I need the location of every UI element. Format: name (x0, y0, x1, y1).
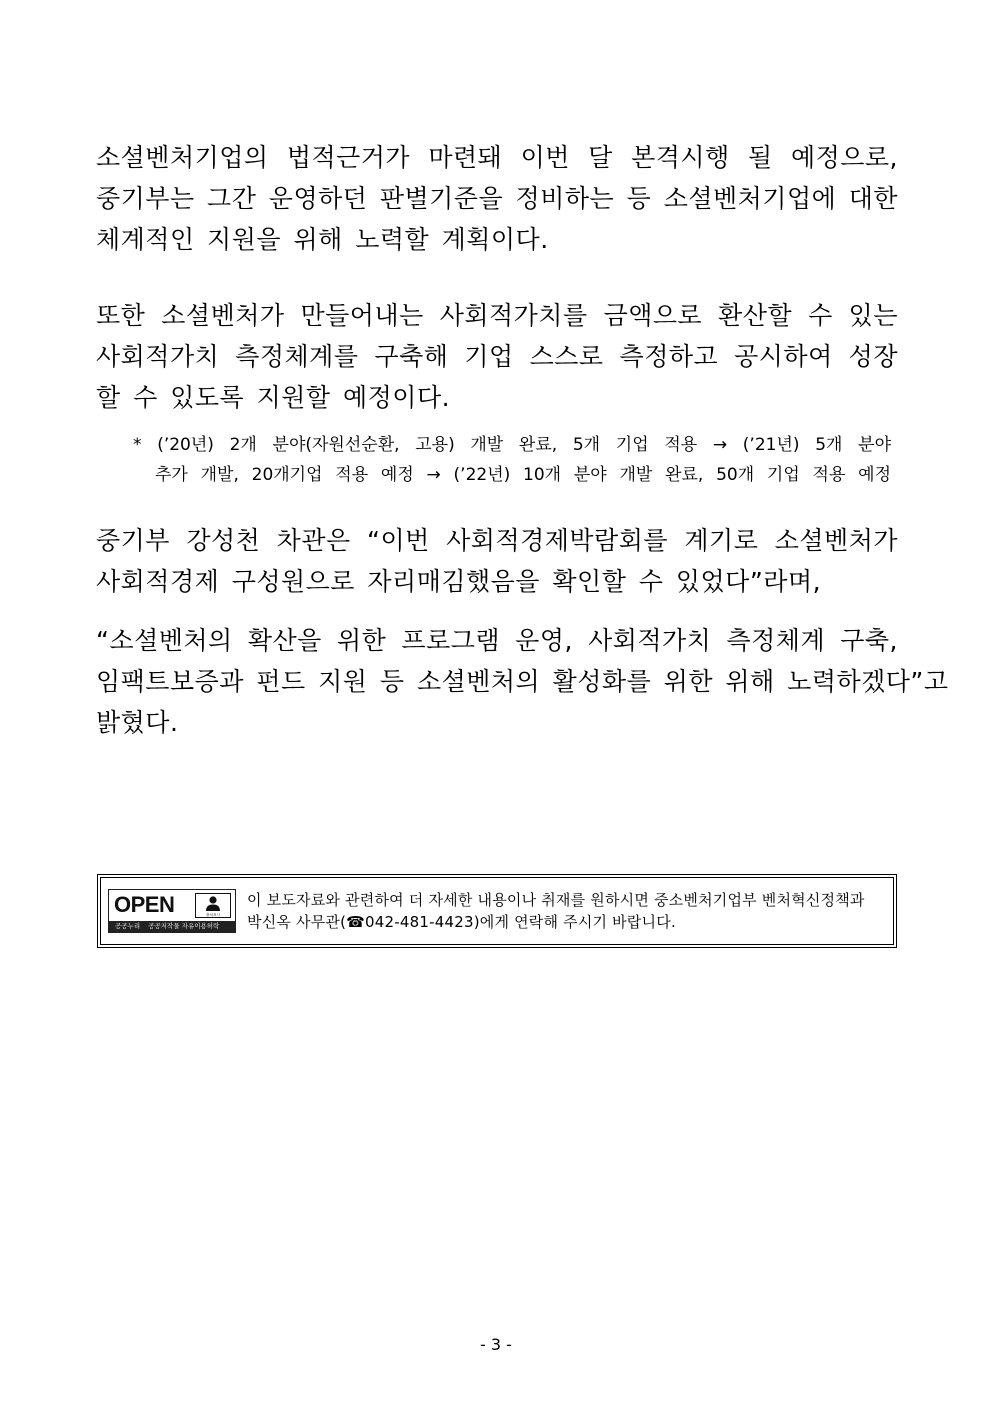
page-number: - 3 - (480, 1335, 512, 1354)
contact-info (247, 889, 893, 933)
paragraph-line: 사회적가치 측정체계를 구축해 기업 스스로 측정하고 공시하여 성장 (96, 342, 898, 371)
contact-line: 박신옥 사무관(☎042-481-4423)에게 연락해 주시기 바랍니다. (247, 913, 676, 931)
paragraph-line: 소셜벤처기업의 법적근거가 마련돼 이번 달 본격시행 될 예정으로, (96, 143, 898, 172)
footnote-line: 추가 개발, 20개기업 적용 예정 → (’22년) 10개 분야 개발 완료, 50개 기업 적용 예정 (155, 465, 891, 485)
kogl-caption-left: 공공누리 (115, 922, 141, 930)
paragraph-line: 중기부는 그간 운영하던 판별기준을 정비하는 등 소셜벤처기업에 대한 (96, 184, 898, 213)
paragraph-line: 또한 소셜벤처가 만들어내는 사회적가치를 금액으로 환산할 수 있는 (96, 301, 898, 330)
paragraph-social-value (96, 295, 898, 418)
paragraph-line: 임팩트보증과 펀드 지원 등 소셜벤처의 활성화를 위한 위해 노력하겠다”고 (96, 667, 949, 696)
kogl-caption (109, 921, 235, 932)
footnote (133, 430, 891, 490)
contact-line: 이 보도자료와 관련하여 더 자세한 내용이나 취재를 원하시면 중소벤처기업부 벤처혁신정책과 (247, 891, 865, 909)
paragraph-closing-quote (96, 620, 949, 743)
paragraph-line: “소셜벤처의 확산을 위한 프로그램 운영, 사회적가치 측정체계 구축, (96, 626, 898, 655)
kogl-caption-right: 공공저작물 자유이용허락 (148, 922, 220, 930)
attribution-label: 출처표시 (206, 912, 220, 917)
paragraph-legal-basis (96, 137, 898, 260)
kogl-open-badge (108, 889, 236, 933)
paragraph-line: 밝혔다. (96, 708, 179, 737)
paragraph-line: 중기부 강성천 차관은 “이번 사회적경제박람회를 계기로 소셜벤처가 (96, 526, 898, 555)
open-logo-text: OPEN (114, 892, 175, 917)
paragraph-line: 사회적경제 구성원으로 자리매김했음을 확인할 수 있었다”라며, (96, 567, 822, 596)
paragraph-line: 체계적인 지원을 위해 노력할 계획이다. (96, 225, 549, 254)
footnote-line: * (’20년) 2개 분야(자원선순환, 고용) 개발 완료, 5개 기업 적용 → (’21년) 5개 분야 (133, 435, 891, 455)
contact-box (97, 874, 897, 948)
attribution-person-icon (195, 893, 231, 918)
paragraph-line: 할 수 있도록 지원할 예정이다. (96, 383, 451, 412)
paragraph-vice-minister-quote (96, 520, 898, 602)
